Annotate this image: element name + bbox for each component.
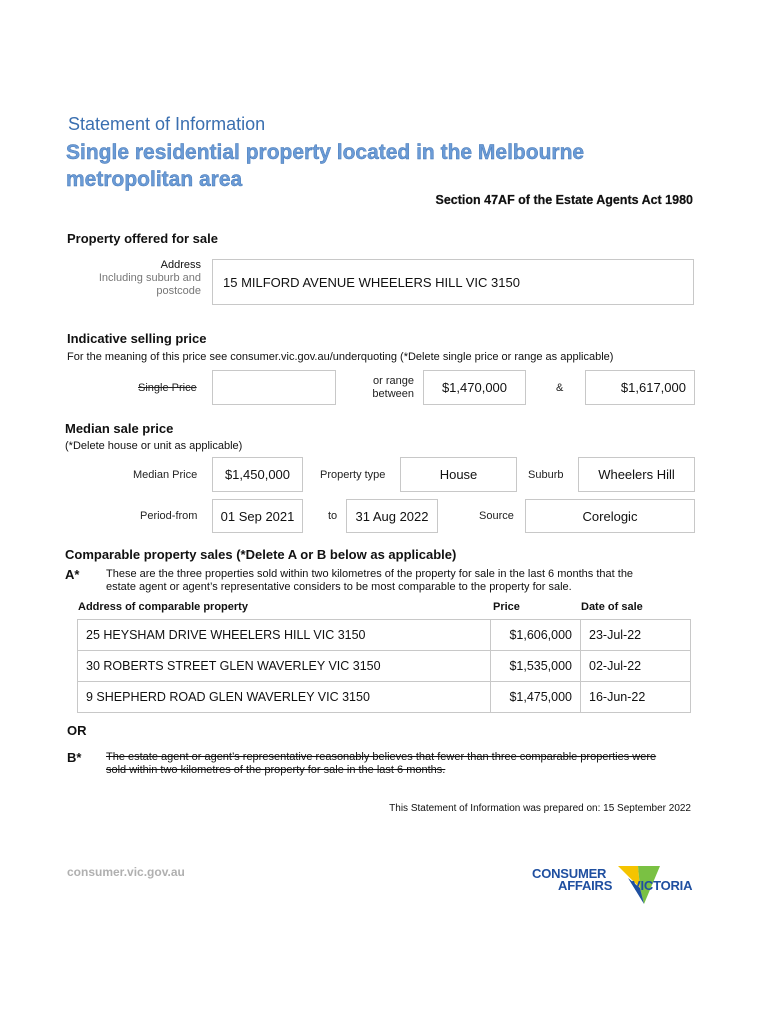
indicative-note: For the meaning of this price see consumer.vic.gov.au/underquoting (*Delete single price or range as applicable): [67, 351, 614, 363]
median-price-label: Median Price: [133, 469, 198, 481]
option-a-text: [106, 568, 633, 594]
option-a-text-1: These are the three properties sold within two kilometres of the property for sale in the last 6 months that the: [106, 568, 634, 580]
period-from-label: Period-from: [140, 510, 198, 522]
row-price[interactable]: $1,606,000: [491, 620, 581, 651]
row-address[interactable]: 9 SHEPHERD ROAD GLEN WAVERLEY VIC 3150: [78, 682, 491, 713]
source-value: Corelogic: [582, 508, 638, 524]
row-address[interactable]: 25 HEYSHAM DRIVE WHEELERS HILL VIC 3150: [78, 620, 491, 651]
suburb-label: Suburb: [528, 469, 564, 481]
period-from-field[interactable]: [212, 499, 303, 533]
comparable-table: [77, 619, 691, 713]
section-reference: Section 47AF of the Estate Agents Act 1980: [435, 193, 693, 207]
range-label-2: between: [372, 388, 414, 400]
address-label: Address: [160, 259, 201, 271]
option-b-text: [106, 751, 656, 777]
median-price-value: $1,450,000: [224, 467, 291, 482]
title-line-2: metropolitan area: [66, 168, 243, 191]
property-type-label: Property type: [320, 469, 386, 481]
address-field[interactable]: [212, 259, 694, 305]
row-date[interactable]: 23-Jul-22: [581, 620, 691, 651]
range-low-value: $1,470,000: [441, 380, 508, 395]
table-row: [78, 620, 691, 651]
address-value: 15 MILFORD AVENUE WHEELERS HILL VIC 3150: [223, 274, 520, 290]
range-label: [356, 375, 414, 401]
period-to-field[interactable]: [346, 499, 438, 533]
address-sublabel-1: Including suburb and: [98, 272, 201, 284]
median-heading: Median sale price: [65, 421, 174, 436]
range-high-value: $1,617,000: [620, 380, 686, 395]
footer-website[interactable]: consumer.vic.gov.au: [67, 865, 185, 879]
col-address-header: Address of comparable property: [78, 601, 248, 613]
single-price-field[interactable]: [212, 370, 336, 405]
option-b-text-1: The estate agent or agent’s representative reasonably believes that fewer than three comparable properties were: [106, 751, 657, 763]
median-note: (*Delete house or unit as applicable): [65, 440, 243, 452]
option-b-text-2: sold within two kilometres of the property for sale in the last 6 months.: [106, 764, 446, 776]
or-separator: OR: [67, 723, 87, 738]
col-price-header: Price: [493, 601, 520, 613]
col-date-header: Date of sale: [581, 601, 643, 613]
logo-text-consumer: CONSUMER: [532, 866, 607, 881]
range-high-field[interactable]: [585, 370, 695, 405]
table-row: [78, 682, 691, 713]
logo-text-victoria: VICTORIA: [632, 878, 693, 893]
logo-text-affairs: AFFAIRS: [558, 878, 613, 893]
period-to-value: 31 Aug 2022: [355, 508, 429, 524]
consumer-affairs-logo: [532, 864, 698, 910]
row-date[interactable]: 16-Jun-22: [581, 682, 691, 713]
range-label-1: or range: [373, 375, 414, 387]
source-label: Source: [479, 510, 514, 522]
option-a-marker: A*: [65, 567, 80, 582]
comparable-heading: Comparable property sales (*Delete A or B below as applicable): [65, 547, 457, 562]
document-title: [66, 139, 626, 193]
suburb-field[interactable]: [578, 457, 695, 492]
address-label-group: [70, 259, 201, 298]
period-from-value: 01 Sep 2021: [220, 508, 295, 524]
prepared-date: This Statement of Information was prepared on: 15 September 2022: [389, 803, 691, 814]
indicative-heading: Indicative selling price: [67, 331, 207, 346]
range-ampersand: &: [556, 382, 564, 394]
row-price[interactable]: $1,475,000: [491, 682, 581, 713]
document-subtitle: Statement of Information: [68, 114, 266, 134]
range-low-field[interactable]: [423, 370, 526, 405]
period-to-label: to: [328, 510, 338, 522]
row-price[interactable]: $1,535,000: [491, 651, 581, 682]
table-row: [78, 651, 691, 682]
property-type-field[interactable]: [400, 457, 517, 492]
row-date[interactable]: 02-Jul-22: [581, 651, 691, 682]
option-b-marker: B*: [67, 750, 82, 765]
source-field[interactable]: [525, 499, 695, 533]
property-heading: Property offered for sale: [67, 231, 218, 246]
title-line-1: Single residential property located in the Melbourne: [66, 141, 585, 164]
address-sublabel-2: postcode: [156, 285, 201, 297]
suburb-value: Wheelers Hill: [598, 467, 675, 482]
row-address[interactable]: 30 ROBERTS STREET GLEN WAVERLEY VIC 3150: [78, 651, 491, 682]
median-price-field[interactable]: [212, 457, 303, 492]
option-a-text-2: estate agent or agent’s representative considers to be most comparable to the property for sale.: [106, 581, 572, 593]
single-price-label: Single Price: [138, 382, 197, 394]
property-type-value: House: [439, 467, 478, 482]
